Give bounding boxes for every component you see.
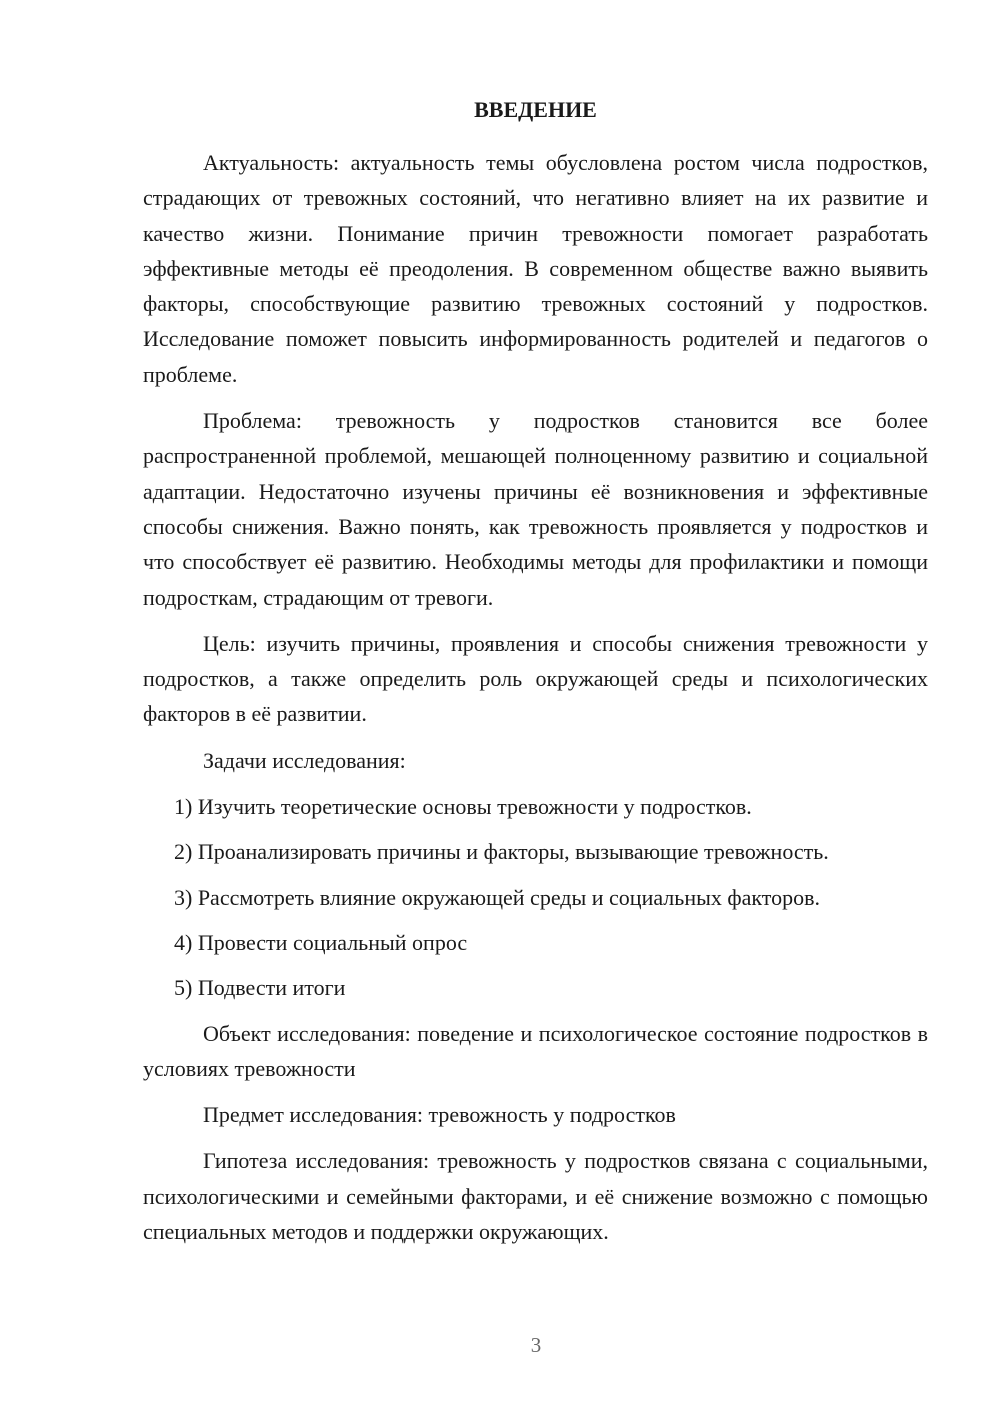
subject-paragraph: Предмет исследования: тревожность у подростков <box>203 1102 676 1128</box>
document-page <box>143 96 928 1260</box>
list-item: 3) Рассмотреть влияние окружающей среды и социальных факторов. <box>174 884 821 910</box>
page-number: 3 <box>530 1333 542 1357</box>
object-paragraph: Объект исследования: поведение и психологическое состояние подростков в условиях тревожности <box>143 1020 928 1081</box>
list-item: 1) Изучить теоретические основы тревожности у подростков. <box>174 794 752 820</box>
list-item: 2) Проанализировать причины и факторы, вызывающие тревожность. <box>174 839 829 865</box>
list-item: 5) Подвести итоги <box>174 975 346 1001</box>
hypothesis-paragraph: Гипотеза исследования: тревожность у подростков связана с социальными, психологическими и семейными факторами, и её снижение возможно с помощью специальных методов и поддержки окружающих. <box>143 1148 928 1245</box>
relevance-paragraph: Актуальность: актуальность темы обусловлена ростом числа подростков, страдающих от тревожных состояний, что негативно влияет на их развитие и качество жизни. Понимание причин тревожности помогает разработать эффективные методы её преодоления. В современном обществе важно выявить факторы, способствующие развитию тревожных состояний у подростков. Исследование поможет повысить информированность родителей и педагогов о проблеме. <box>143 150 928 387</box>
tasks-list <box>143 789 928 1005</box>
problem-paragraph: Проблема: тревожность у подростков становится все более распространенной проблемой, мешающей полноценному развитию и социальной адаптации. Недостаточно изучены причины её возникновения и эффективные способы снижения. Важно понять, как тревожность проявляется у подростков и что способствует её развитию. Необходимы методы для профилактики и помощи подросткам, страдающим от тревоги. <box>143 408 928 610</box>
goal-paragraph: Цель: изучить причины, проявления и способы снижения тревожности у подростков, а также определить роль окружающей среды и психологических факторов в её развитии. <box>143 630 928 727</box>
list-item: 4) Провести социальный опрос <box>174 929 468 955</box>
tasks-heading: Задачи исследования: <box>203 747 406 773</box>
page-title: ВВЕДЕНИЕ <box>474 97 597 122</box>
